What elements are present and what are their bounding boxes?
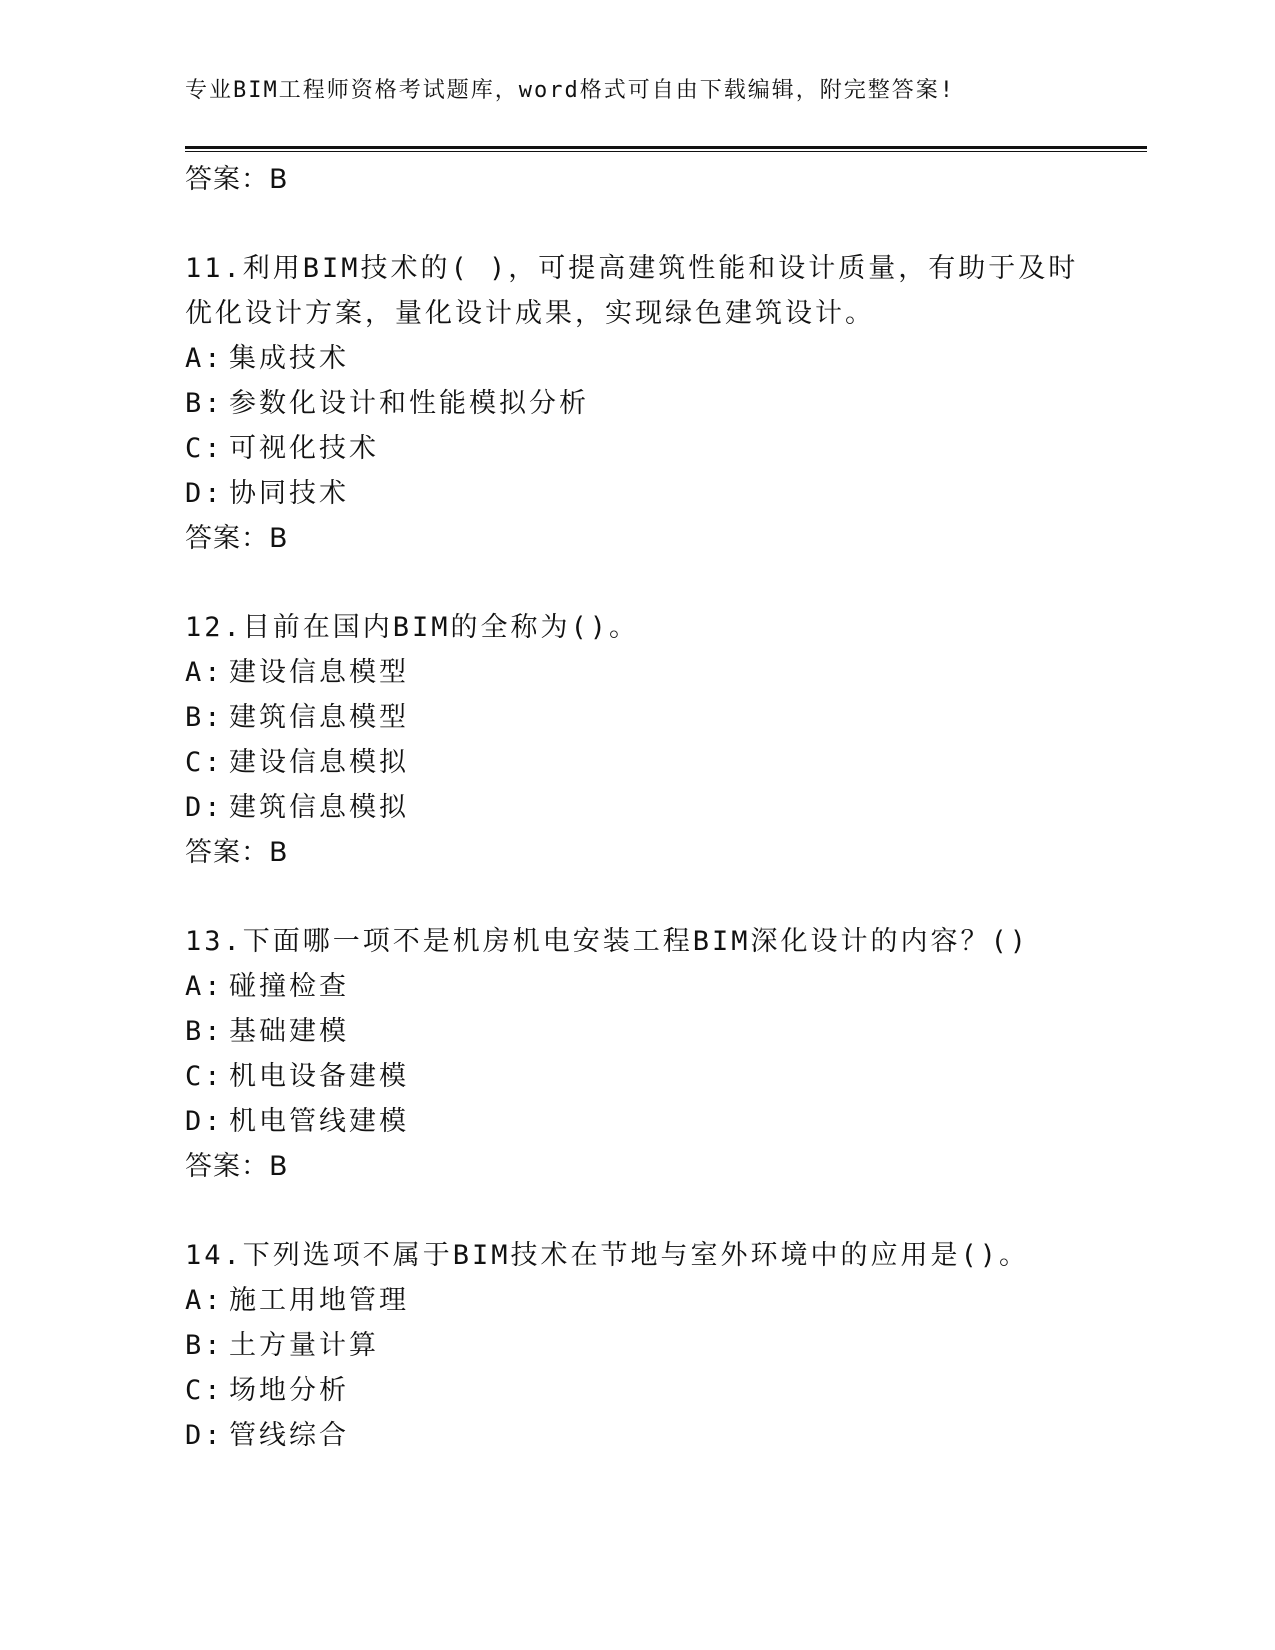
option-letter: A: — [185, 1285, 224, 1316]
option-letter: A: — [185, 657, 224, 688]
option-c — [185, 426, 1085, 471]
question-12 — [185, 605, 1085, 876]
question-14 — [185, 1233, 1085, 1458]
option-letter: B: — [185, 1016, 224, 1047]
option-a — [185, 650, 1085, 695]
option-text: 基础建模 — [229, 1016, 349, 1047]
option-a — [185, 964, 1085, 1009]
option-letter: C: — [185, 433, 224, 464]
option-a — [185, 1278, 1085, 1323]
option-text: 建筑信息模型 — [229, 702, 409, 733]
header-divider — [185, 146, 1147, 149]
option-c — [185, 740, 1085, 785]
option-letter: A: — [185, 343, 224, 374]
question-11 — [185, 246, 1085, 562]
option-text: 管线综合 — [229, 1420, 349, 1451]
option-letter: D: — [185, 1420, 224, 1451]
option-letter: C: — [185, 1375, 224, 1406]
option-letter: C: — [185, 747, 224, 778]
option-text: 场地分析 — [229, 1375, 349, 1406]
option-letter: A: — [185, 971, 224, 1002]
question-stem: 11.利用BIM技术的( )，可提高建筑性能和设计质量，有助于及时优化设计方案，量化设计成果，实现绿色建筑设计。 — [185, 253, 1079, 329]
question-stem: 14.下列选项不属于BIM技术在节地与室外环境中的应用是()。 — [185, 1240, 1030, 1271]
option-d — [185, 1099, 1085, 1144]
option-letter: B: — [185, 1330, 224, 1361]
question-stem: 13.下面哪一项不是机房机电安装工程BIM深化设计的内容？() — [185, 926, 1030, 957]
answer-line: 答案：B — [185, 523, 289, 554]
answer-line-previous: 答案：B — [185, 164, 289, 195]
answer-line: 答案：B — [185, 837, 289, 868]
option-text: 机电设备建模 — [229, 1061, 409, 1092]
answer-line: 答案：B — [185, 1151, 289, 1182]
option-d — [185, 785, 1085, 830]
option-a — [185, 336, 1085, 381]
option-text: 施工用地管理 — [229, 1285, 409, 1316]
page-header: 专业BIM工程师资格考试题库，word格式可自由下载编辑，附完整答案! — [185, 78, 955, 103]
option-text: 建筑信息模拟 — [229, 792, 409, 823]
option-b — [185, 695, 1085, 740]
option-c — [185, 1368, 1085, 1413]
option-d — [185, 471, 1085, 516]
option-letter: D: — [185, 792, 224, 823]
option-text: 碰撞检查 — [229, 971, 349, 1002]
option-text: 土方量计算 — [229, 1330, 379, 1361]
option-b — [185, 1323, 1085, 1368]
option-letter: B: — [185, 388, 224, 419]
option-text: 协同技术 — [229, 478, 349, 509]
document-body — [185, 157, 1085, 1458]
option-b — [185, 1009, 1085, 1054]
option-letter: B: — [185, 702, 224, 733]
option-text: 集成技术 — [229, 343, 349, 374]
option-text: 建设信息模拟 — [229, 747, 409, 778]
option-b — [185, 381, 1085, 426]
question-stem: 12.目前在国内BIM的全称为()。 — [185, 612, 640, 643]
option-letter: C: — [185, 1061, 224, 1092]
option-letter: D: — [185, 1106, 224, 1137]
option-text: 可视化技术 — [229, 433, 379, 464]
question-13 — [185, 919, 1085, 1190]
option-text: 建设信息模型 — [229, 657, 409, 688]
option-c — [185, 1054, 1085, 1099]
option-text: 参数化设计和性能模拟分析 — [229, 388, 589, 419]
option-text: 机电管线建模 — [229, 1106, 409, 1137]
option-letter: D: — [185, 478, 224, 509]
option-d — [185, 1413, 1085, 1458]
